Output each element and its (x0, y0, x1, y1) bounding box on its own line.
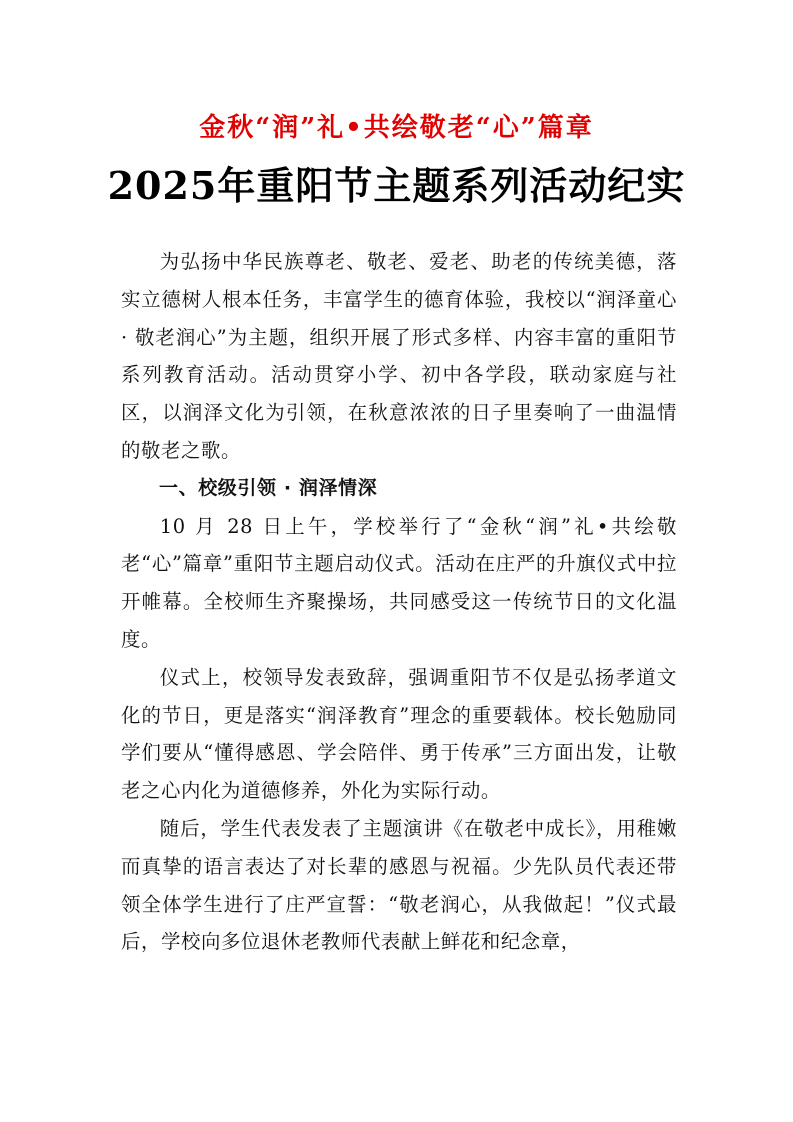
document-subtitle: 金秋“润”礼•共绘敬老“心”篇章 (199, 113, 594, 143)
intro-paragraph: 为弘扬中华民族尊老、敬老、爱老、助老的传统美德，落实立德树人根本任务，丰富学生的德育体验，我校以“润泽童心 · 敬老润心”为主题，组织开展了形式多样、内容丰富的重阳节系列教育活动。活动贯穿小学、初中各学段，联动家庭与社区，以润泽文化为引领，在秋意浓浓的日子里奏响了一曲温情的敬老之歌。 (121, 250, 677, 462)
body-paragraph: 随后，学生代表发表了主题演讲《在敬老中成长》，用稚嫩而真挚的语言表达了对长辈的感恩与祝福。少先队员代表还带领全体学生进行了庄严宣誓：“敬老润心，从我做起！”仪式最后，学校向多位退休老教师代表献上鲜花和纪念章， (121, 816, 677, 954)
section-heading: 一、校级引领 · 润泽情深 (159, 476, 378, 499)
body-paragraph: 仪式上，校领导发表致辞，强调重阳节不仅是弘扬孝道文化的节日，更是落实“润泽教育”理念的重要载体。校长勉励同学们要从“懂得感恩、学会陪伴、勇于传承”三方面出发，让敬老之心内化为道德修养，外化为实际行动。 (121, 665, 677, 803)
document-body (121, 243, 677, 961)
body-paragraph: 10 月 28 日上午，学校举行了“金秋“润”礼•共绘敬老“心”篇章”重阳节主题启动仪式。活动在庄严的升旗仪式中拉开帷幕。全校师生齐聚操场，共同感受这一传统节日的文化温度。 (121, 514, 677, 651)
document-title: 2025年重阳节主题系列活动纪实 (107, 163, 686, 208)
